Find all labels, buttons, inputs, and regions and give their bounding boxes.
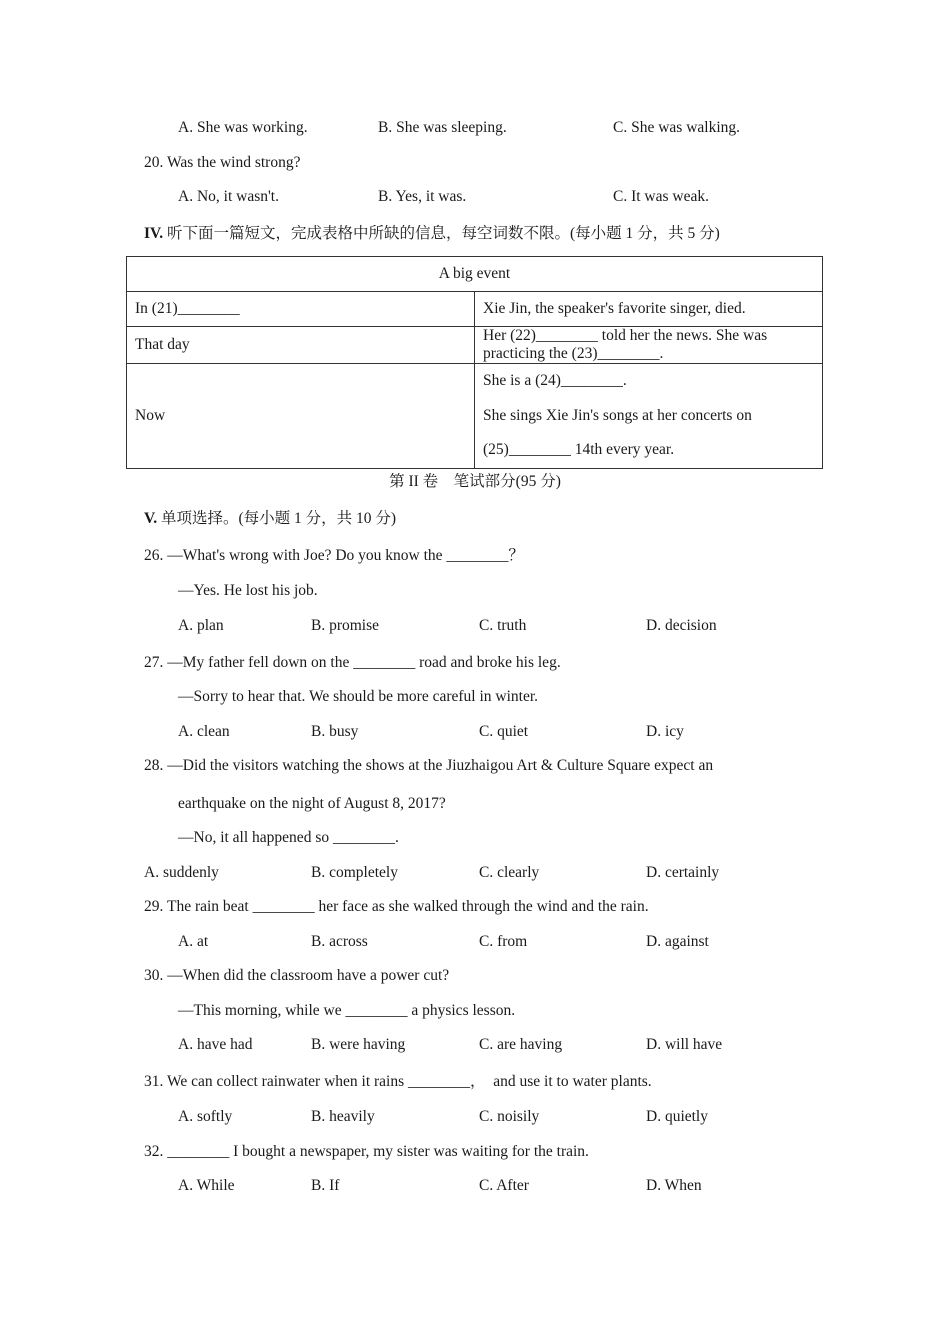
now-line-3: (25)________ 14th every year.: [483, 441, 675, 458]
table-row-content: Her (22)________ told her the news. She was practicing the (23)________.: [475, 327, 823, 364]
table-row-label: In (21)________: [127, 292, 475, 327]
q30-reply: —This morning, while we ________ a physics lesson.: [178, 1002, 516, 1019]
q32-option-d: D. When: [646, 1177, 702, 1194]
q28-option-c: C. clearly: [479, 864, 540, 881]
section-5-number: V.: [144, 510, 158, 527]
q20-stem: 20. Was the wind strong?: [144, 154, 301, 171]
table-row-content: Xie Jin, the speaker's favorite singer, died.: [475, 292, 823, 327]
q28-stem: 28. —Did the visitors watching the shows at the Jiuzhaigou Art & Culture Square expect an: [144, 757, 714, 774]
q30-option-a: A. have had: [178, 1036, 253, 1053]
q27-option-d: D. icy: [646, 723, 684, 740]
section-4-title: 听下面一篇短文，完成表格中所缺的信息，每空词数不限。(每小题 1 分，共 5 分): [166, 225, 720, 242]
q31-stem: 31. We can collect rainwater when it rains ________， and use it to water plants.: [144, 1073, 652, 1090]
q28-stem-cont: earthquake on the night of August 8, 2017?: [178, 795, 446, 812]
q31-option-a: A. softly: [178, 1108, 233, 1125]
q31-option-b: B. heavily: [311, 1108, 375, 1125]
q29-option-d: D. against: [646, 933, 709, 950]
q26-option-b: B. promise: [311, 617, 380, 634]
q26-option-c: C. truth: [479, 617, 527, 634]
section-5-title: 单项选择。(每小题 1 分，共 10 分): [160, 510, 397, 527]
table-header-row: [127, 257, 823, 292]
table-row-label: That day: [127, 327, 475, 364]
q19-option-b: B. She was sleeping.: [378, 119, 507, 136]
q32-stem: 32. ________ I bought a newspaper, my sister was waiting for the train.: [144, 1143, 589, 1160]
q30-option-d: D. will have: [646, 1036, 723, 1053]
q27-option-a: A. clean: [178, 723, 230, 740]
table-row-content: [475, 364, 823, 469]
q32-option-c: C. After: [479, 1177, 529, 1194]
q28-option-d: D. certainly: [646, 864, 720, 881]
table-row: [127, 292, 823, 327]
table-row: [127, 327, 823, 364]
q28-reply: —No, it all happened so ________.: [178, 829, 399, 846]
q30-option-c: C. are having: [479, 1036, 563, 1053]
q28-option-a: A. suddenly: [144, 864, 219, 881]
q20-option-a: A. No, it wasn't.: [178, 188, 279, 205]
q30-option-b: B. were having: [311, 1036, 406, 1053]
q27-stem: 27. —My father fell down on the ________ road and broke his leg.: [144, 654, 561, 671]
q27-reply: —Sorry to hear that. We should be more careful in winter.: [178, 688, 539, 705]
q29-option-a: A. at: [178, 933, 209, 950]
section-5-heading: [144, 510, 396, 528]
q32-option-a: A. While: [178, 1177, 235, 1194]
q28-option-b: B. completely: [311, 864, 398, 881]
q20-option-b: B. Yes, it was.: [378, 188, 467, 205]
q29-option-c: C. from: [479, 933, 528, 950]
section-4-number: IV.: [144, 225, 164, 242]
q19-option-c: C. She was walking.: [613, 119, 741, 136]
q29-option-b: B. across: [311, 933, 368, 950]
table-header: A big event: [127, 257, 823, 292]
event-table: [126, 256, 823, 469]
q19-option-a: A. She was working.: [178, 119, 308, 136]
q20-option-c: C. It was weak.: [613, 188, 709, 205]
table-row-now: [127, 364, 823, 469]
now-line-1: She is a (24)________.: [483, 372, 627, 389]
q26-reply: —Yes. He lost his job.: [178, 582, 318, 599]
q31-option-c: C. noisily: [479, 1108, 540, 1125]
q27-option-b: B. busy: [311, 723, 359, 740]
q26-option-d: D. decision: [646, 617, 717, 634]
part-2-title: 第 II 卷 笔试部分(95 分): [389, 473, 561, 490]
now-line-2: She sings Xie Jin's songs at her concerts on: [483, 406, 752, 424]
q30-stem: 30. —When did the classroom have a power cut?: [144, 967, 450, 984]
q26-stem: 26. —What's wrong with Joe? Do you know the ________？: [144, 547, 524, 564]
q29-stem: 29. The rain beat ________ her face as she walked through the wind and the rain.: [144, 898, 649, 915]
q27-option-c: C. quiet: [479, 723, 529, 740]
q26-option-a: A. plan: [178, 617, 224, 634]
q31-option-d: D. quietly: [646, 1108, 708, 1125]
section-4-heading: [144, 225, 720, 243]
q32-option-b: B. If: [311, 1177, 340, 1194]
table-row-label: Now: [127, 364, 475, 469]
